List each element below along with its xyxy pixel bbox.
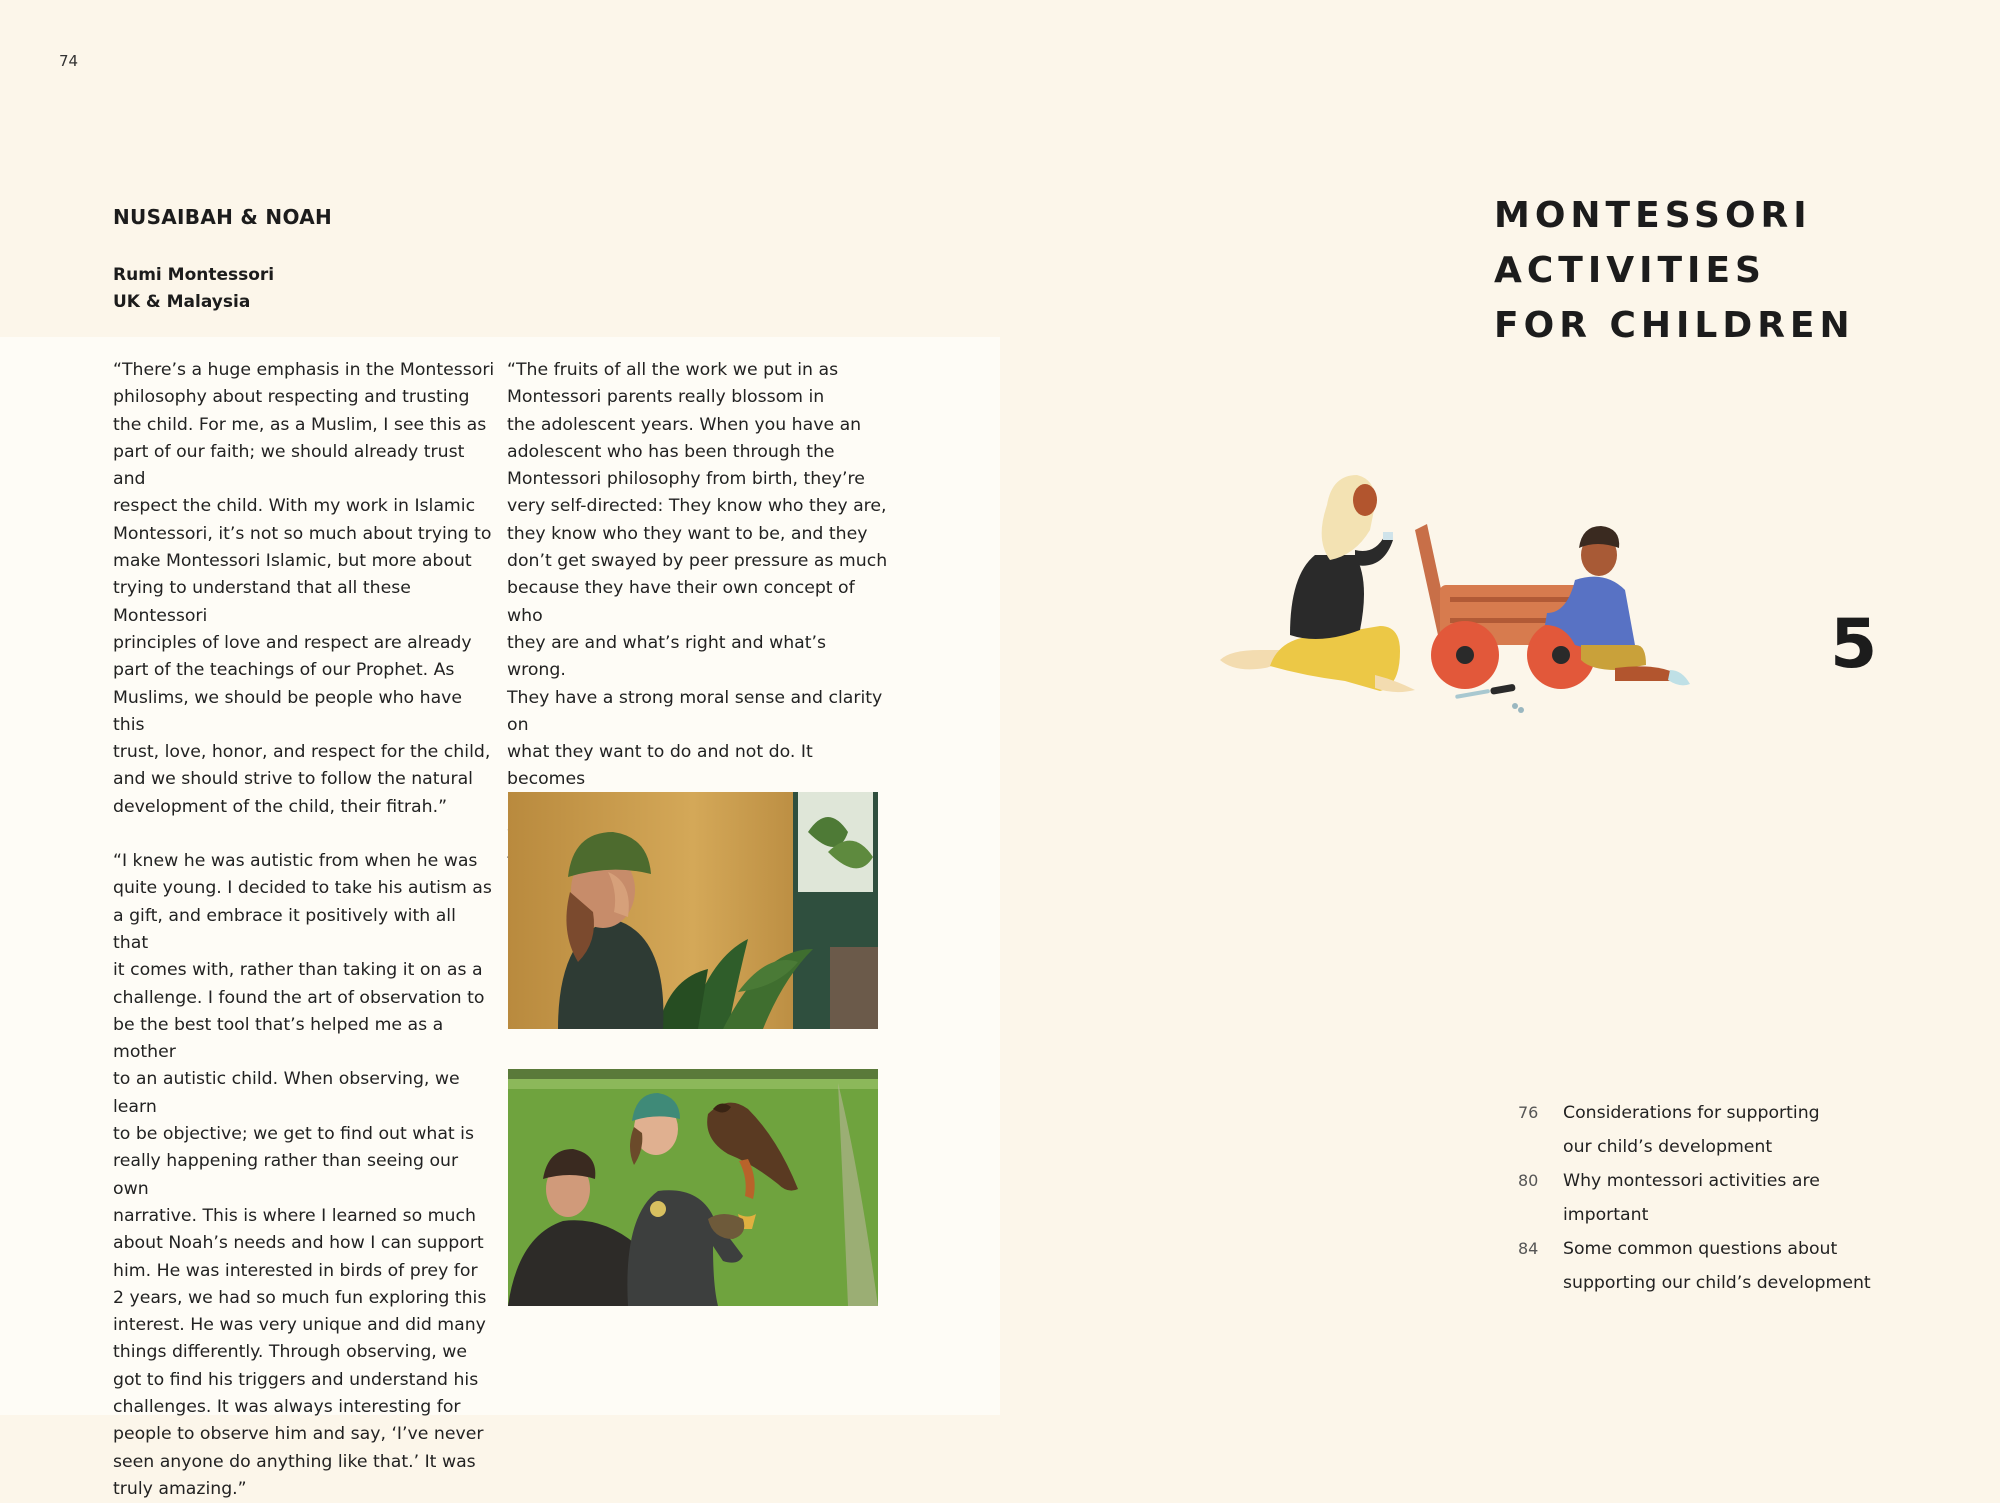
toc-title: Considerations for supporting our child’s development bbox=[1563, 1103, 1820, 1157]
toc-page-number: 84 bbox=[1518, 1239, 1539, 1258]
school-info bbox=[113, 262, 274, 316]
profile-name: NUSAIBAH & NOAH bbox=[113, 205, 333, 229]
toc-title: Some common questions about supporting our child’s development bbox=[1563, 1239, 1871, 1293]
chapter-number: 5 bbox=[1830, 605, 1878, 684]
photo-child-with-hat bbox=[508, 792, 878, 1029]
illustration-wagon-building bbox=[1215, 470, 1715, 720]
toc-item[interactable] bbox=[1515, 1096, 1875, 1164]
chapter-title bbox=[1494, 188, 1855, 353]
chapter-title-line-1: MONTESSORI bbox=[1494, 195, 1812, 236]
page-number: 74 bbox=[59, 52, 79, 70]
toc-page-number: 76 bbox=[1518, 1103, 1539, 1122]
toc-item[interactable] bbox=[1515, 1232, 1875, 1300]
quote-faith: “There’s a huge emphasis in the Montessori philosophy about respecting and trusting the child. For me, as a Muslim, I see this as part of our faith; we should already trust and respect the child. With my work in Islamic Montessori, it’s not so much about trying to make Montessori Islamic, but more about trying to understand that all these Montessori principles of love and respect are already part of the teachings of our Prophet. As Muslims, we should be people who have this trust, love, honor, and respect for the child, and we should strive to follow the natural development of the child, their fitrah.” bbox=[113, 360, 495, 817]
school-name: Rumi Montessori bbox=[113, 265, 275, 285]
quote-autism: “I knew he was autistic from when he was quite young. I decided to take his autism as a gift, and embrace it positively with all that it comes with, rather than taking it on as a challenge. I found the art of observation to be the best tool that’s helped me as a mother to an autistic child. When observing, we learn to be objective; we get to find out what is really happening rather than seeing our own narrative. This is where I learned so much about Noah’s needs and how I can support him. He was interested in birds of prey for 2 years, we had so much fun exploring this interest. He was very unique and did many things differently. Through observing, we got to find his triggers and understand his challenges. It was always interesting for people to observe him and say, ‘I’ve never seen anyone do anything like that.’ It was truly amazing.” bbox=[113, 851, 492, 1499]
chapter-contents bbox=[1515, 1096, 1875, 1300]
quote-adolescence: “The fruits of all the work we put in as Montessori parents really blossom in the adolescent years. When you have an adolescent who has been through the Montessori philosophy from birth, they’re very self-directed: They know who they are, they know who they want to be, and they don’t get swayed by peer pressure as much because they have their own concept of who they are and what’s right and what’s wrong. They have a strong moral sense and clarity on what they want to do and not do. It becomes bbox=[507, 360, 888, 790]
toc-title: Why montessori activities are important bbox=[1563, 1171, 1820, 1225]
toc-item[interactable] bbox=[1515, 1164, 1875, 1232]
chapter-title-line-2: ACTIVITIES bbox=[1494, 250, 1766, 291]
photo-child-with-hawk bbox=[508, 1069, 878, 1306]
chapter-title-line-3: FOR CHILDREN bbox=[1494, 305, 1855, 346]
toc-page-number: 80 bbox=[1518, 1171, 1539, 1190]
school-location: UK & Malaysia bbox=[113, 292, 251, 312]
text-column-left bbox=[113, 357, 495, 1503]
